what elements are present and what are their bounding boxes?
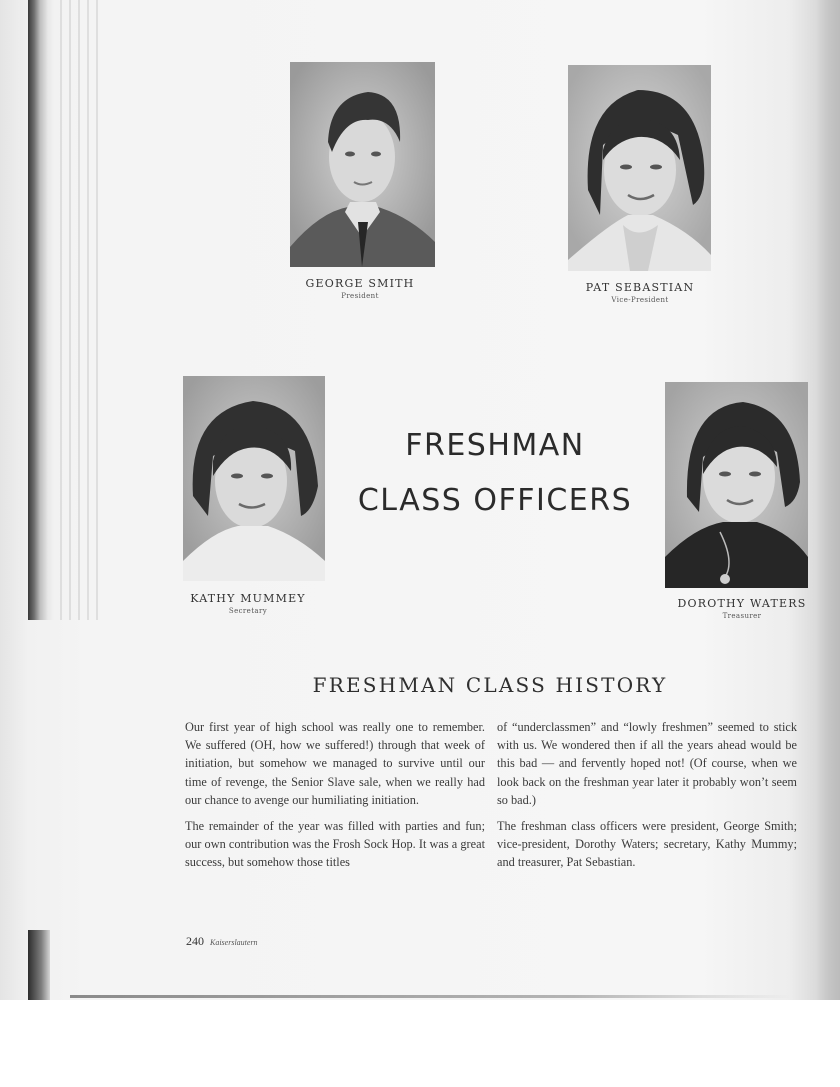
officer-name: GEORGE SMITH [305,277,415,290]
portrait-dorothy-waters [665,382,808,588]
history-paragraph: The freshman class officers were president, George Smith; vice-president, Dorothy Waters; secretary, Kathy Mummy; and treasurer, Pat Sebastian. [497,819,797,870]
page-folio [186,934,258,949]
officer-name: DOROTHY WATERS [677,597,807,610]
binding-edge [28,0,54,620]
page-corner [28,930,50,1000]
publication-name: Kaiserslautern [210,938,258,947]
portrait-george-smith [290,62,435,267]
history-column-left [185,718,485,880]
caption-pat-sebastian [570,281,710,304]
binding-shadow [60,0,100,620]
history-paragraph: Our first year of high school was really one to remember. We suffered (OH, how we suffered!) through that week of initiation, but somehow we managed to survive until our time of revenge, the Senior Slave sale, when we really had our chance to avenge our humiliating initiation. [185,720,485,807]
portrait-kathy-mummey [183,376,325,581]
officer-role: President [341,292,379,300]
officer-name: KATHY MUMMEY [190,592,306,605]
headline-line-2: CLASS OFFICERS [357,483,633,518]
officer-role: Secretary [228,607,268,615]
history-title: FRESHMAN CLASS HISTORY [312,673,668,697]
history-paragraph: The remainder of the year was filled with parties and fun; our own contribution was the Frosh Sock Hop. It was a great success, but somehow those titles [185,819,485,870]
page-gutter-shadow [816,0,840,1000]
officer-role: Vice-President [611,296,669,304]
caption-kathy-mummey [178,592,318,615]
officer-role: Treasurer [722,612,762,620]
page-bottom-edge [70,995,790,998]
page-number: 240 [186,934,204,948]
caption-dorothy-waters [668,597,816,620]
officer-name: PAT SEBASTIAN [585,281,695,294]
portrait-pat-sebastian [568,65,711,271]
page-headline [330,418,660,528]
history-column-right [497,718,797,880]
history-paragraph: of “underclassmen” and “lowly freshmen” seemed to stick with us. We wondered then if all the years ahead would be this bad — and fervently hoped not! (Of course, when we look back on the freshman year later it probably won’t seem so bad.) [497,720,797,807]
caption-george-smith [290,277,430,300]
headline-line-1: FRESHMAN [405,428,585,463]
